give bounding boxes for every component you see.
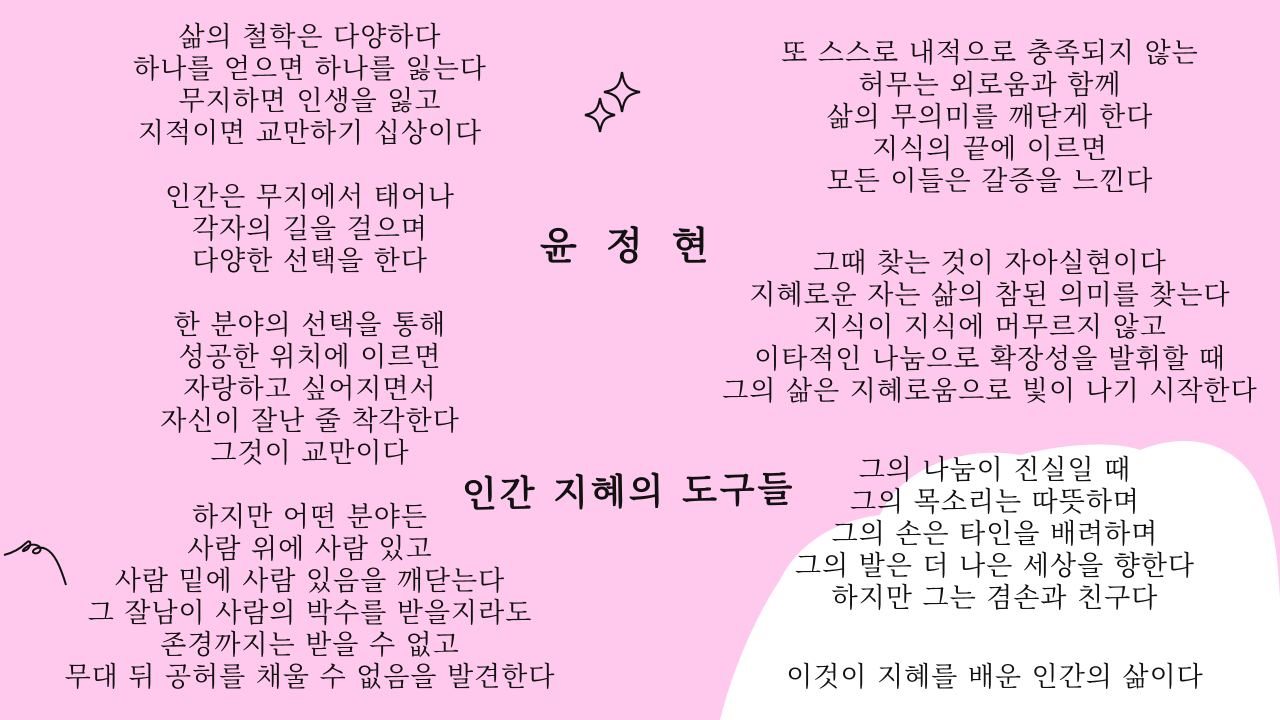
verse-line: 모든 이들은 갈증을 느낀다 [826,166,1154,197]
verse-line: 존경까지는 받을 수 없고 [160,630,460,661]
left-stanza-2 [90,182,530,278]
verse-line: 각자의 길을 걸으며 [192,214,428,245]
left-stanza-3 [90,310,530,470]
right-stanza-2 [705,248,1275,408]
verse-line: 그것이 교만이다 [210,438,410,469]
verse-line: 무대 뒤 공허를 채울 수 없음을 발견한다 [64,662,556,693]
verse-line: 그의 목소리는 따뜻하며 [850,487,1140,518]
verse-line: 하지만 그는 겸손과 친구다 [831,583,1159,614]
verse-line: 또 스스로 내적으로 충족되지 않는 [781,38,1199,69]
sparkle-icon [582,68,642,134]
verse-line: 그의 나눔이 진실일 때 [858,455,1132,486]
author-name: 윤 정 현 [540,224,717,268]
left-stanza-4 [30,502,590,694]
verse-line: 그때 찾는 것이 자아실현이다 [813,248,1167,279]
verse-line: 삶의 무의미를 깨닫게 한다 [826,102,1154,133]
verse-line: 사람 위에 사람 있고 [187,534,433,565]
verse-line: 자신이 잘난 줄 착각한다 [160,406,460,437]
verse-line: 삶의 철학은 다양하다 [178,22,442,53]
right-stanza-1 [710,38,1270,198]
verse-line: 다양한 선택을 한다 [192,246,428,277]
poem-title: 인간 지혜의 도구들 [461,469,796,516]
right-stanza-4 [760,662,1230,694]
verse-line: 지적이면 교만하기 십상이다 [137,118,483,149]
verse-line: 허무는 외로움과 함께 [858,70,1122,101]
verse-line: 사람 밑에 사람 있음을 깨닫는다 [114,566,506,597]
verse-line: 지혜로운 자는 삶의 참된 의미를 찾는다 [749,280,1231,311]
verse-line: 무지하면 인생을 잃고 [178,86,442,117]
verse-line: 그 잘남이 사람의 박수를 받을지라도 [87,598,533,629]
verse-line: 인간은 무지에서 태어나 [165,182,455,213]
verse-line: 그의 발은 더 나은 세상을 향한다 [795,551,1195,582]
verse-line: 그의 손은 타인을 배려하며 [831,519,1159,550]
verse-line: 지식의 끝에 이르면 [872,134,1108,165]
left-stanza-1 [90,22,530,150]
verse-line: 성공한 위치에 이르면 [178,342,442,373]
verse-line: 지식이 지식에 머무르지 않고 [813,312,1167,343]
right-stanza-3 [760,455,1230,615]
verse-line: 자랑하고 싶어지면서 [183,374,437,405]
verse-line: 한 분야의 선택을 통해 [173,310,447,341]
verse-line: 그의 삶은 지혜로움으로 빛이 나기 시작한다 [722,376,1258,407]
verse-line: 하지만 어떤 분야든 [192,502,428,533]
verse-line: 이것이 지혜를 배운 인간의 삶이다 [786,662,1204,693]
verse-line: 이타적인 나눔으로 확장성을 발휘할 때 [754,344,1226,375]
verse-line: 하나를 얻으면 하나를 잃는다 [133,54,487,85]
